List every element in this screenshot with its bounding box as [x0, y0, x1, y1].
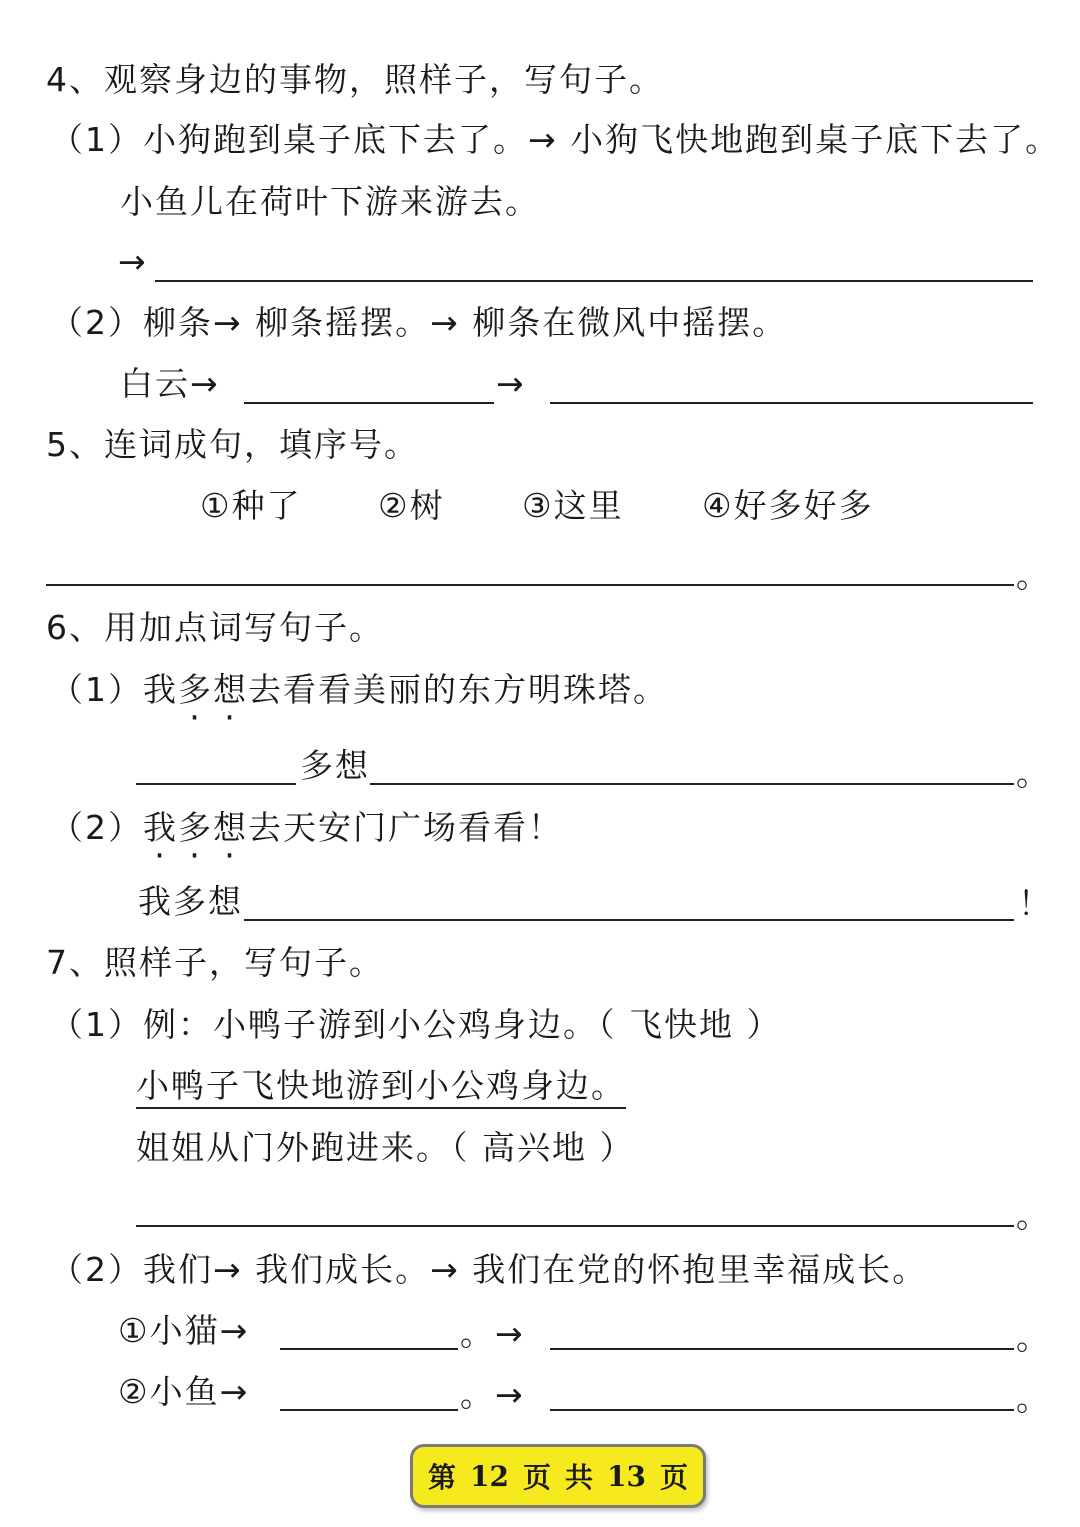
- q4-prompt-1: 小鱼儿在荷叶下游来游去。: [120, 182, 540, 221]
- q6-period-1: 。: [1016, 754, 1051, 793]
- q7-item-2-sep: 。→: [460, 1375, 525, 1414]
- page-number: 12: [470, 1459, 509, 1493]
- q6-dotted-word: 我: [143, 808, 178, 847]
- q7-item-1-line-b[interactable]: [550, 1348, 1014, 1350]
- q4-arrow-2: →: [496, 364, 526, 403]
- q7-title: 7、照样子，写句子。: [46, 943, 384, 982]
- q5-period: 。: [1016, 556, 1051, 595]
- q6-example-1: [50, 670, 668, 710]
- q5-answer-line[interactable]: [46, 584, 1014, 586]
- q7-period-1: 。: [1016, 1196, 1051, 1235]
- q4-example-1: （1）小狗跑到桌子底下去了。→ 小狗飞快地跑到桌子底下去了。: [50, 120, 1061, 159]
- q6-prefix-2: 我多想: [138, 882, 243, 921]
- q4-answer-line-1[interactable]: [155, 280, 1033, 282]
- q7-answer-line-1[interactable]: [136, 1225, 1014, 1227]
- q6-example-2: [50, 808, 563, 848]
- q5-word-2: ②树: [378, 486, 445, 525]
- q4-arrow-1: →: [118, 242, 148, 281]
- q5-word-4: ④好多好多: [702, 486, 874, 525]
- q7-item-1: ①小猫→: [118, 1311, 250, 1350]
- q5-word-3: ③这里: [522, 486, 624, 525]
- q6-title: 6、用加点词写句子。: [46, 608, 384, 647]
- q6-dotted-word: 多: [178, 670, 213, 709]
- q5-title: 5、连词成句，填序号。: [46, 425, 419, 464]
- total-pages: 13: [607, 1459, 646, 1493]
- q6-s1-post: 去看看美丽的东方明珠塔。: [248, 670, 668, 709]
- q7-item-2-line-a[interactable]: [280, 1409, 458, 1411]
- q6-dotted-word: 想: [213, 670, 248, 709]
- q6-answer-line-2[interactable]: [244, 919, 1014, 921]
- q7-prompt-1: 姐姐从门外跑进来。（ 高兴地 ）: [136, 1128, 635, 1167]
- q6-answer-line-1b[interactable]: [370, 783, 1014, 785]
- q7-item-1-period: 。: [1016, 1318, 1051, 1357]
- q5-word-1: ①种了: [200, 486, 302, 525]
- total-label: 共: [565, 1461, 594, 1494]
- q7-item-2-line-b[interactable]: [550, 1409, 1014, 1411]
- page-unit: 页: [522, 1461, 551, 1494]
- q6-label-1: （1）: [50, 670, 143, 709]
- q6-keyword-1: 多想: [300, 746, 370, 785]
- q7-answer-example-text: 小鸭子飞快地游到小公鸡身边。: [136, 1066, 626, 1109]
- q6-label-2: （2）: [50, 808, 143, 847]
- q4-title: 4、观察身边的事物，照样子，写句子。: [46, 60, 664, 99]
- q6-dotted-word: 多: [178, 808, 213, 847]
- q7-item-1-sep: 。→: [460, 1314, 525, 1353]
- q6-s1-pre: 我: [143, 670, 178, 709]
- q4-example-2: （2）柳条→ 柳条摇摆。→ 柳条在微风中摇摆。: [50, 303, 788, 342]
- q7-answer-example: [136, 1066, 626, 1106]
- q7-example-2: （2）我们→ 我们成长。→ 我们在党的怀抱里幸福成长。: [50, 1250, 928, 1289]
- q4-prompt-2: 白云→: [120, 364, 220, 403]
- q4-answer-line-2a[interactable]: [244, 402, 494, 404]
- page-number-badge: [410, 1444, 706, 1508]
- q4-answer-line-2b[interactable]: [550, 402, 1033, 404]
- q7-item-1-line-a[interactable]: [280, 1348, 458, 1350]
- q7-item-2-period: 。: [1016, 1379, 1051, 1418]
- q7-example-1: （1）例：小鸭子游到小公鸡身边。（ 飞快地 ）: [50, 1005, 782, 1044]
- page-label: 第: [428, 1461, 457, 1494]
- total-unit: 页: [659, 1461, 688, 1494]
- q7-item-2: ②小鱼→: [118, 1372, 250, 1411]
- q6-dotted-word: 想: [213, 808, 248, 847]
- q6-exclaim-2: ！: [1018, 884, 1053, 923]
- q6-answer-line-1a[interactable]: [136, 783, 296, 785]
- q6-s2-post: 去天安门广场看看！: [248, 808, 563, 847]
